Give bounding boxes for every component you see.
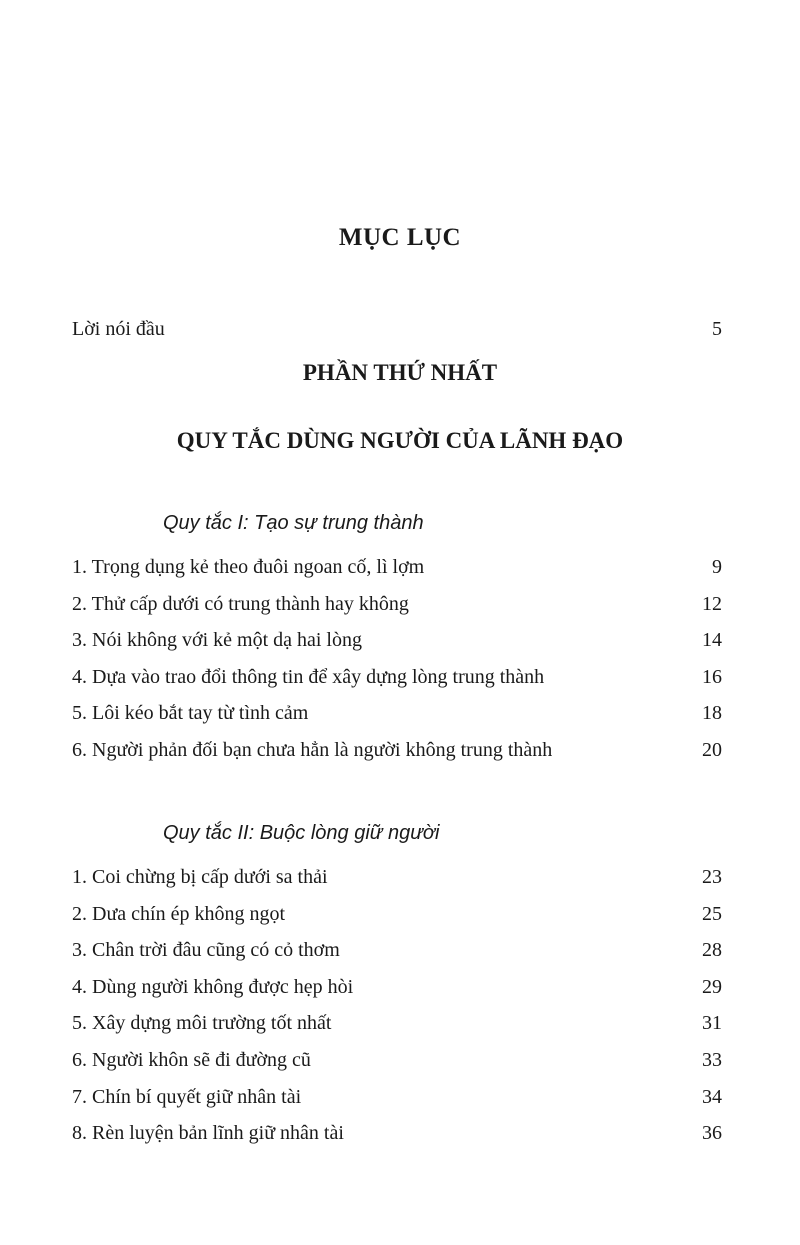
toc-section-2: [72, 822, 722, 1152]
toc-entry-page: 18: [702, 702, 722, 725]
toc-entry[interactable]: [72, 695, 722, 732]
part-title: QUY TẮC DÙNG NGƯỜI CỦA LÃNH ĐẠO: [176, 428, 624, 453]
toc-entry-page: 36: [702, 1122, 722, 1145]
toc-entry-page: 28: [702, 939, 722, 962]
toc-entry[interactable]: [72, 932, 722, 969]
toc-entry-label: 7. Chín bí quyết giữ nhân tài: [72, 1085, 302, 1108]
toc-entry[interactable]: [72, 896, 722, 933]
toc-entry[interactable]: [72, 969, 722, 1006]
toc-entry-page: 16: [702, 665, 722, 688]
toc-entry[interactable]: [72, 1079, 722, 1116]
toc-entry-label: 4. Dựa vào trao đổi thông tin để xây dựng lòng trung thành: [72, 665, 545, 688]
toc-entry[interactable]: [72, 1115, 722, 1152]
toc-entry-page: 31: [702, 1012, 722, 1035]
toc-entry-label: 8. Rèn luyện bản lĩnh giữ nhân tài: [72, 1122, 344, 1145]
toc-entry-label: 2. Dưa chín ép không ngọt: [72, 902, 286, 925]
toc-entry-page: 5: [712, 318, 722, 340]
toc-entry-page: 23: [702, 866, 722, 888]
section-heading: Quy tắc II: Buộc lòng giữ người: [163, 822, 440, 844]
toc-entry-label: 5. Xây dựng môi trường tốt nhất: [72, 1012, 332, 1035]
page-title: MỤC LỤC: [338, 224, 462, 251]
toc-entry-label: 4. Dùng người không được hẹp hòi: [72, 975, 354, 998]
toc-entry[interactable]: [72, 586, 722, 623]
toc-entry-page: 29: [702, 975, 722, 998]
toc-entry[interactable]: [72, 622, 722, 659]
toc-entry[interactable]: [72, 1005, 722, 1042]
toc-entry-page: 12: [702, 592, 722, 615]
toc-entry-page: 9: [712, 556, 722, 578]
toc-entry-label: Lời nói đầu: [72, 318, 165, 340]
toc-entry-label: 1. Trọng dụng kẻ theo đuôi ngoan cố, lì lợm: [72, 556, 425, 578]
toc-entry-page: 34: [702, 1085, 722, 1108]
toc-entry-label: 5. Lôi kéo bắt tay từ tình cảm: [72, 702, 309, 725]
toc-entry-page: 25: [702, 902, 722, 925]
toc-entry-label: 6. Người khôn sẽ đi đường cũ: [72, 1048, 311, 1071]
toc-entry-label: 3. Chân trời đâu cũng có cỏ thơm: [72, 939, 340, 962]
toc-section-1: [72, 512, 722, 769]
toc-entry[interactable]: [72, 659, 722, 696]
toc-entry-label: 3. Nói không với kẻ một dạ hai lòng: [72, 629, 362, 652]
toc-entry[interactable]: [72, 549, 722, 586]
toc-entry[interactable]: [72, 859, 722, 896]
toc-entry-label: 1. Coi chừng bị cấp dưới sa thải: [72, 866, 328, 888]
toc-entry-page: 33: [702, 1048, 722, 1071]
toc-entry-page: 20: [702, 738, 722, 761]
toc-entry-label: 2. Thử cấp dưới có trung thành hay không: [72, 592, 409, 615]
toc-entry-label: 6. Người phản đối bạn chưa hẳn là người không trung thành: [72, 738, 553, 761]
toc-entry-intro[interactable]: [72, 318, 722, 341]
part-label: PHẦN THỨ NHẤT: [302, 360, 498, 385]
toc-entry[interactable]: [72, 1042, 722, 1079]
toc-entry[interactable]: [72, 732, 722, 769]
section-heading: Quy tắc I: Tạo sự trung thành: [163, 512, 424, 534]
toc-entry-page: 14: [702, 629, 722, 652]
